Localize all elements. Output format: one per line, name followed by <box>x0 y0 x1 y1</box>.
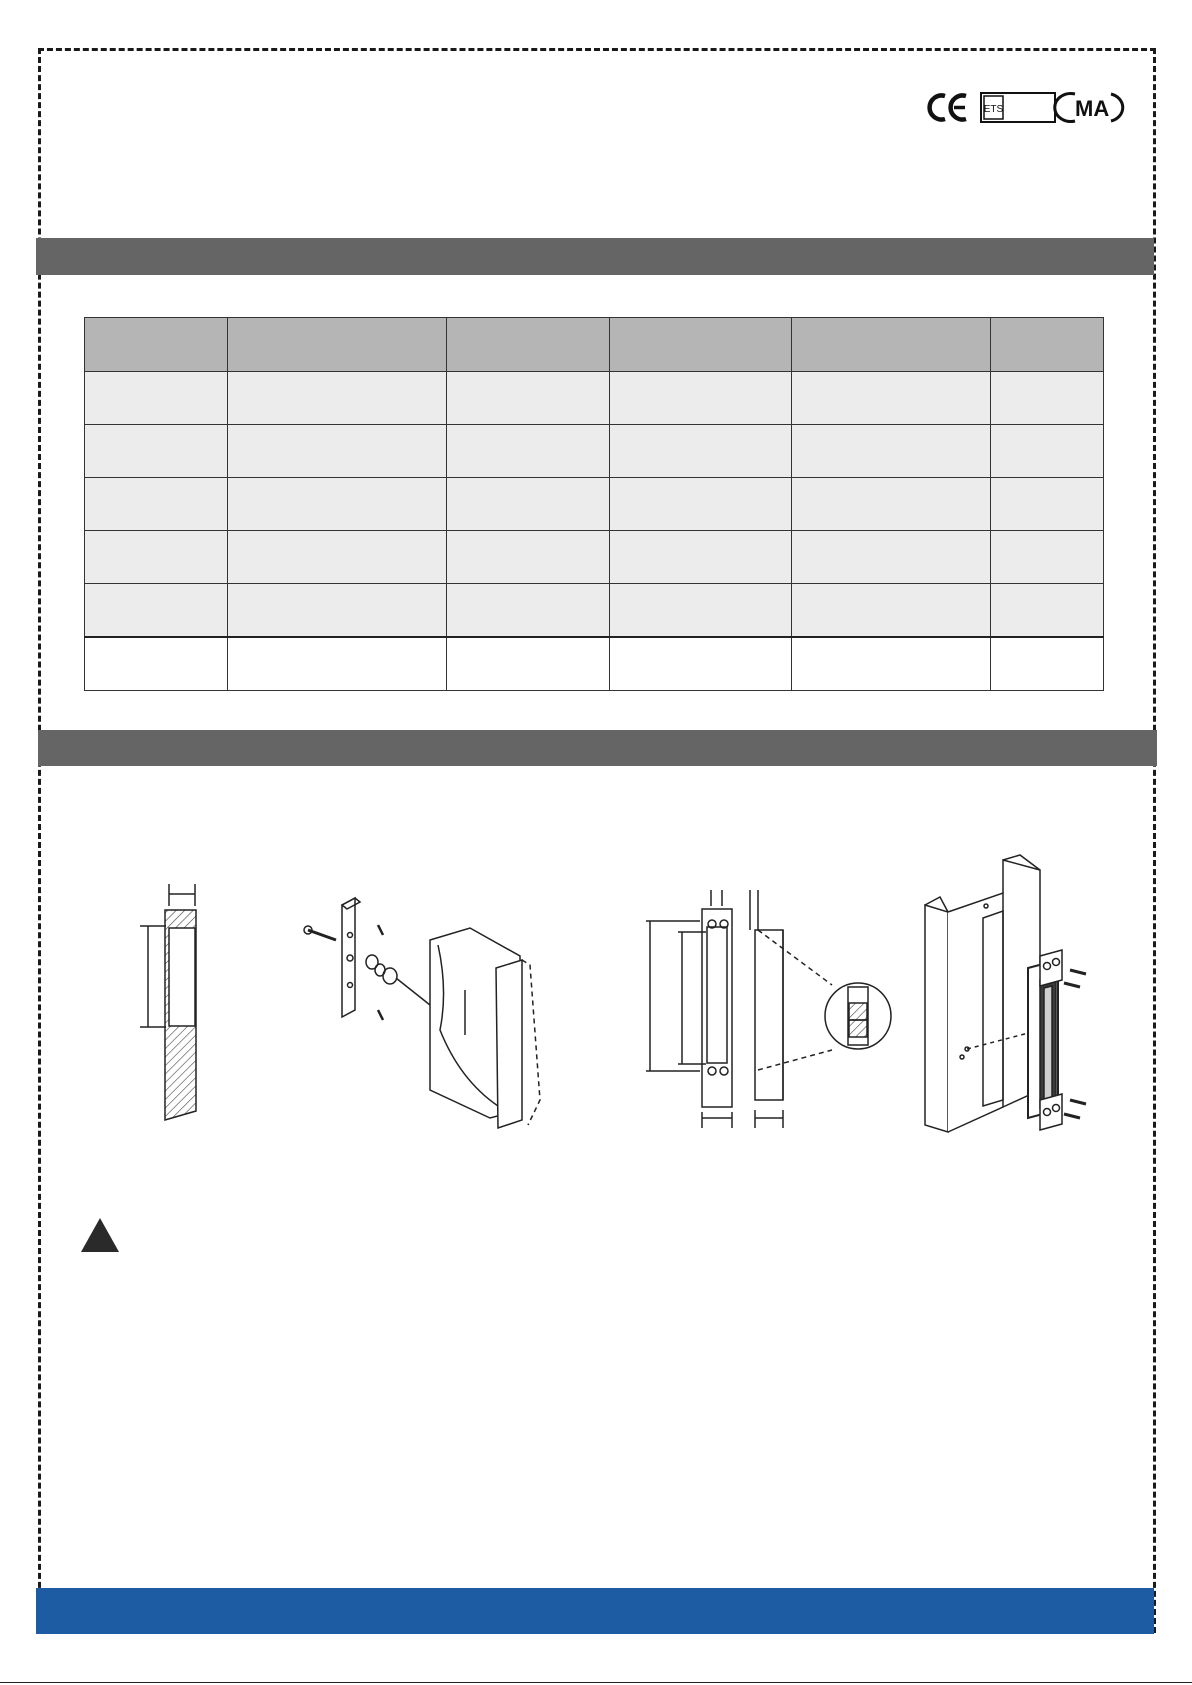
magnetic-lock-dimension-diagram <box>646 890 891 1128</box>
svg-text:ETS: ETS <box>983 104 1004 115</box>
warning-icon <box>80 1217 120 1253</box>
page-bottom-rule <box>0 1682 1192 1683</box>
svg-text:MA: MA <box>1075 96 1110 121</box>
armature-plate-assembly-diagram <box>304 898 540 1128</box>
door-frame-cutout-diagram <box>140 884 196 1120</box>
magnetic-lock-mounting-diagram <box>925 855 1086 1132</box>
footer-bar <box>36 1588 1154 1634</box>
